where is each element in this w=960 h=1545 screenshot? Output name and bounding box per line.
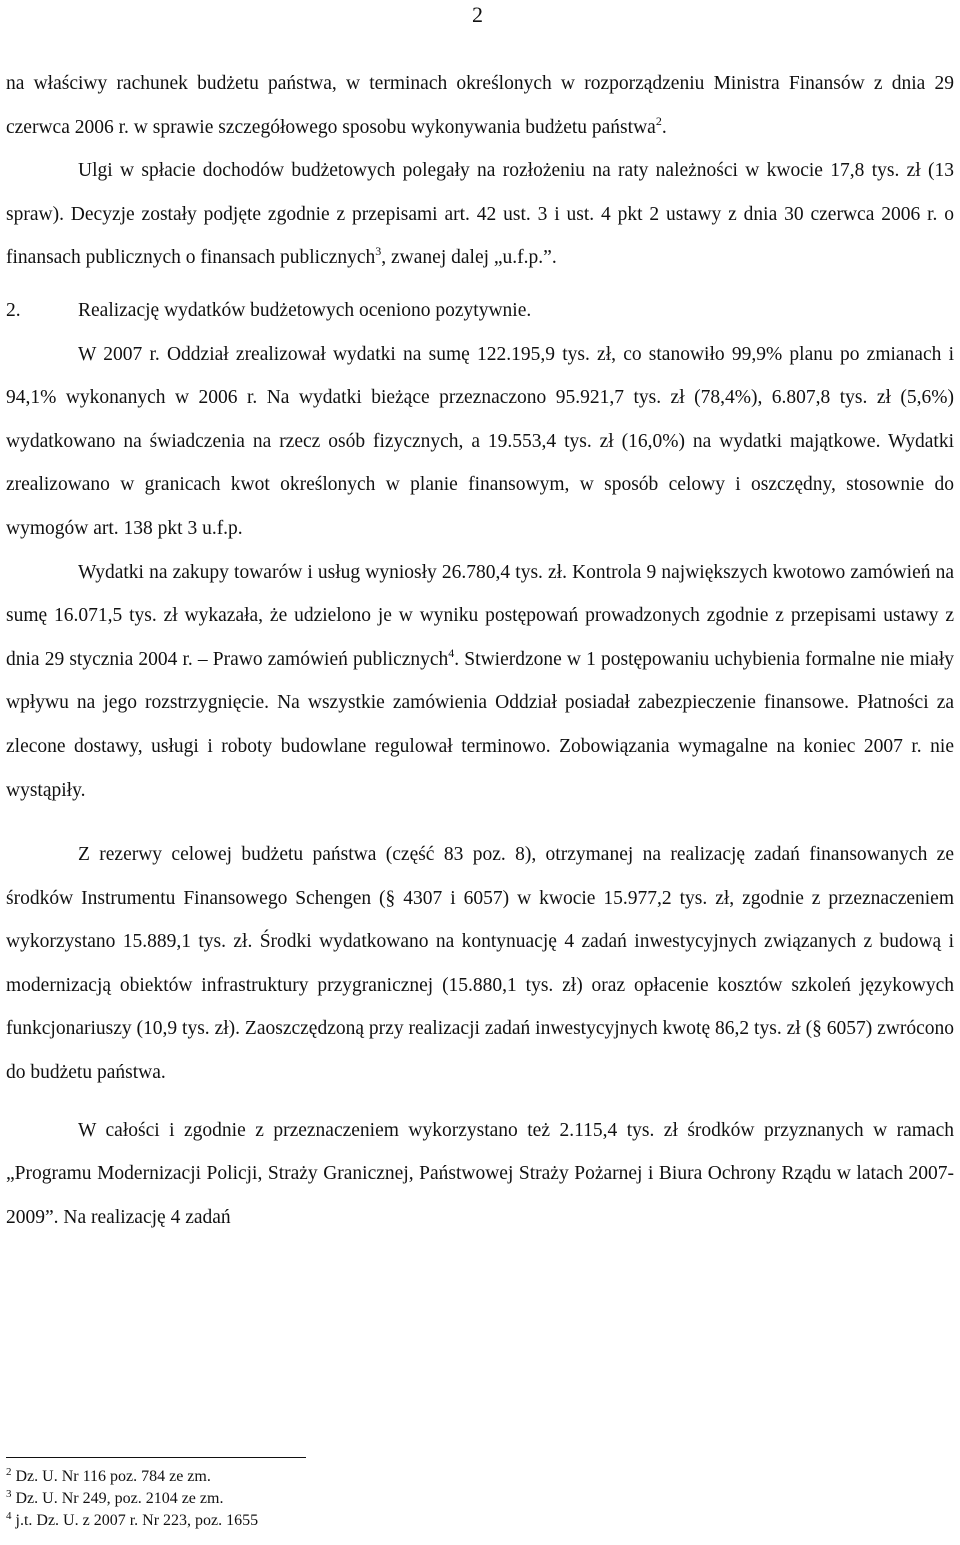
footnote-number: 2 bbox=[6, 1466, 12, 1478]
paragraph-5: Z rezerwy celowej budżetu państwa (część 83 poz. 8), otrzymanej na realizację zadań finansowanych ze środków Instrumentu Finansowego Schengen (§ 4307 i 6057) w kwocie 15.977,2 tys. zł, zgodnie z przeznaczeniem wykorzystano 15.889,1 tys. zł. Środki wydatkowano na kontynuację 4 zadań inwestycyjnych związanych z budową i modernizacją obiektów infrastruktury przygranicznej (15.880,1 tys. zł) oraz opłacenie kosztów szkoleń językowych funkcjonariuszy (10,9 tys. zł). Zaoszczędzoną przy realizacji zadań inwestycyjnych kwotę 86,2 tys. zł (§ 6057) zwrócono do budżetu państwa. bbox=[6, 844, 954, 1084]
footnote-ref-2[interactable]: 2 bbox=[655, 113, 662, 128]
footnote-text: Dz. U. Nr 249, poz. 2104 ze zm. bbox=[15, 1490, 224, 1507]
footnote-4 bbox=[6, 1510, 258, 1532]
paragraph-1-text: na właściwy rachunek budżetu państwa, w terminach określonych w rozporządzeniu Ministra Finansów z dnia 29 czerwca 2006 r. w sprawie szczegółowego sposobu wykonywania budżetu państwa bbox=[6, 73, 954, 138]
paragraph-4 bbox=[6, 551, 954, 813]
document-body bbox=[6, 62, 954, 1239]
paragraph-6: W całości i zgodnie z przeznaczeniem wykorzystano też 2.115,4 tys. zł środków przyznanych w ramach „Programu Modernizacji Policji, Straży Granicznej, Państwowej Straży Pożarnej i Biura Ochrony Rządu w latach 2007-2009”. Na realizację 4 zadań bbox=[6, 1119, 954, 1228]
footnotes bbox=[6, 1466, 258, 1532]
section-title: Realizację wydatków budżetowych oceniono pozytywnie. bbox=[78, 299, 532, 321]
paragraph-1 bbox=[6, 62, 954, 149]
footnote-text: Dz. U. Nr 116 poz. 784 ze zm. bbox=[15, 1468, 211, 1485]
section-number: 2. bbox=[6, 299, 21, 321]
footnote-number: 3 bbox=[6, 1488, 12, 1500]
footnote-separator bbox=[6, 1457, 306, 1458]
paragraph-4-tail: . Stwierdzone w 1 postępowaniu uchybienia formalne nie miały wpływu na jego rozstrzygnięcie. Na wszystkie zamówienia Oddział posiadał zabezpieczenie finansowe. Płatności za zlecone dostawy, usługi i roboty budowlane regulował terminowo. Zobowiązania wymagalne na koniec 2007 r. nie wystąpiły. bbox=[6, 648, 954, 801]
section-heading bbox=[6, 289, 954, 333]
footnote-number: 4 bbox=[6, 1510, 12, 1522]
footnote-ref-4[interactable]: 4 bbox=[448, 645, 455, 660]
paragraph-2-text: Ulgi w spłacie dochodów budżetowych polegały na rozłożeniu na raty należności w kwocie 17,8 tys. zł (13 spraw). Decyzje zostały podjęte zgodnie z przepisami art. 42 ust. 3 i ust. 4 pkt 2 ustawy z dnia 30 czerwca 2006 r. o finansach publicznych o finansach publicznych bbox=[6, 160, 954, 269]
footnote-text: j.t. Dz. U. z 2007 r. Nr 223, poz. 1655 bbox=[15, 1512, 259, 1529]
paragraph-1-end: . bbox=[661, 116, 667, 138]
paragraph-2 bbox=[6, 149, 954, 280]
footnote-3 bbox=[6, 1488, 258, 1510]
paragraph-4-text: Wydatki na zakupy towarów i usług wyniosły 26.780,4 tys. zł. Kontrola 9 największych kwotowo zamówień na sumę 16.071,5 tys. zł wykazała, że udzielono je w wyniku postępowań prowadzonych zgodnie z przepisami ustawy z dnia 29 stycznia 2004 r. – Prawo zamówień publicznych bbox=[6, 561, 954, 670]
footnote-ref-3[interactable]: 3 bbox=[375, 244, 382, 259]
paragraph-3: W 2007 r. Oddział zrealizował wydatki na sumę 122.195,9 tys. zł, co stanowiło 99,9% planu po zmianach i 94,1% wykonanych w 2006 r. Na wydatki bieżące przeznaczono 95.921,7 tys. zł (78,4%), 6.807,8 tys. zł (5,6%) wydatkowano na świadczenia na rzecz osób fizycznych, a 19.553,4 tys. zł (16,0%) na wydatki majątkowe. Wydatki zrealizowano w granicach kwot określonych w planie finansowym, w sposób celowy i oszczędny, stosownie do wymogów art. 138 pkt 3 u.f.p. bbox=[6, 343, 954, 539]
paragraph-2-tail: , zwanej dalej „u.f.p.”. bbox=[381, 247, 557, 269]
page-number: 2 bbox=[472, 2, 483, 27]
footnote-2 bbox=[6, 1466, 258, 1488]
